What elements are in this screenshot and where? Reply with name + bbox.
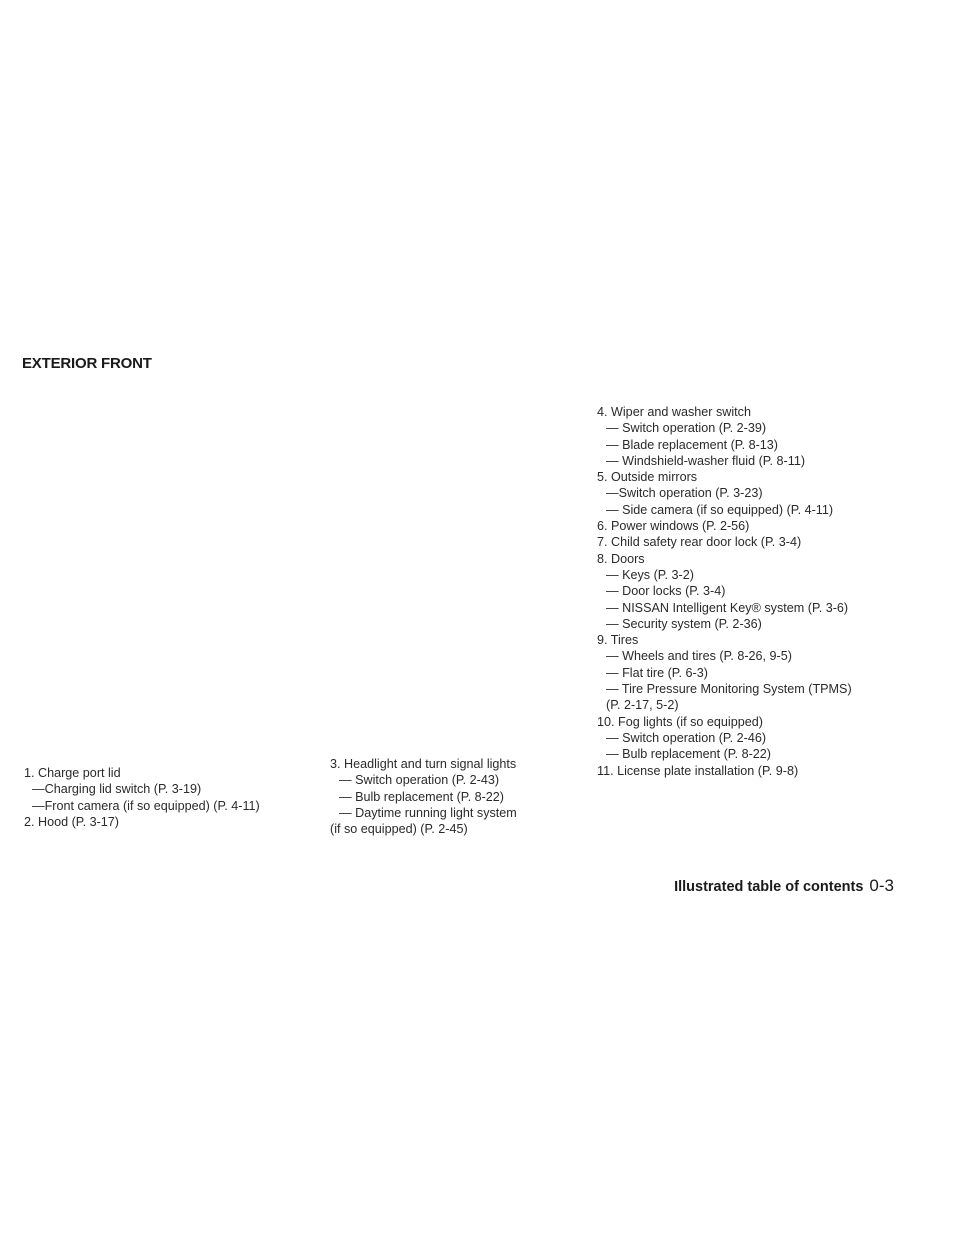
legend-subitem: — Door locks (P. 3-4) xyxy=(606,584,726,599)
legend-subitem: — Bulb replacement (P. 8-22) xyxy=(606,747,771,762)
legend-subitem-continuation: (P. 2-17, 5-2) xyxy=(606,698,679,713)
legend-item: 7. Child safety rear door lock (P. 3-4) xyxy=(597,535,802,550)
legend-subitem: — Switch operation (P. 2-39) xyxy=(606,421,767,436)
legend-subitem: — Blade replacement (P. 8-13) xyxy=(606,437,778,452)
page-number: 0-3 xyxy=(869,876,894,895)
legend-subitem: — Side camera (if so equipped) (P. 4-11) xyxy=(606,502,834,517)
legend-subitem: — Wheels and tires (P. 8-26, 9-5) xyxy=(606,649,792,664)
legend-subitem: —Front camera (if so equipped) (P. 4-11) xyxy=(32,798,260,813)
legend-subitem: — NISSAN Intelligent Key® system (P. 3-6) xyxy=(606,600,849,615)
page-footer xyxy=(674,876,894,896)
legend-subitem: — Bulb replacement (P. 8-22) xyxy=(339,789,504,804)
legend-subitem: — Windshield-washer fluid (P. 8-11) xyxy=(606,453,806,468)
legend-subitem: — Switch operation (P. 2-43) xyxy=(339,773,500,788)
legend-item: 5. Outside mirrors xyxy=(597,470,698,485)
legend-item: 3. Headlight and turn signal lights xyxy=(330,757,517,771)
legend-item: 9. Tires xyxy=(597,633,639,648)
legend-subitem: — Flat tire (P. 6-3) xyxy=(606,665,708,680)
legend-subitem: —Switch operation (P. 3-23) xyxy=(606,486,763,501)
legend-column-2 xyxy=(330,756,610,837)
legend-subitem: — Keys (P. 3-2) xyxy=(606,567,694,582)
legend-subitem: —Charging lid switch (P. 3-19) xyxy=(32,782,202,797)
legend-item: 8. Doors xyxy=(597,551,645,566)
legend-subitem: — Security system (P. 2-36) xyxy=(606,616,762,631)
legend-subitem-continuation: (if so equipped) (P. 2-45) xyxy=(330,822,468,837)
legend-subitem: — Tire Pressure Monitoring System (TPMS) xyxy=(606,682,852,697)
section-heading: EXTERIOR FRONT xyxy=(22,355,152,372)
legend-item: 4. Wiper and washer switch xyxy=(597,405,751,419)
footer-section-title: Illustrated table of contents xyxy=(674,879,864,895)
legend-item: 2. Hood (P. 3-17) xyxy=(24,814,119,829)
legend-subitem: — Switch operation (P. 2-46) xyxy=(606,730,767,745)
legend-item: 1. Charge port lid xyxy=(24,766,121,780)
legend-column-3 xyxy=(597,404,937,779)
legend-item: 6. Power windows (P. 2-56) xyxy=(597,519,750,534)
legend-item: 10. Fog lights (if so equipped) xyxy=(597,714,763,729)
legend-column-1 xyxy=(24,765,314,830)
legend-item: 11. License plate installation (P. 9-8) xyxy=(597,763,799,778)
legend-subitem: — Daytime running light system xyxy=(339,805,517,820)
